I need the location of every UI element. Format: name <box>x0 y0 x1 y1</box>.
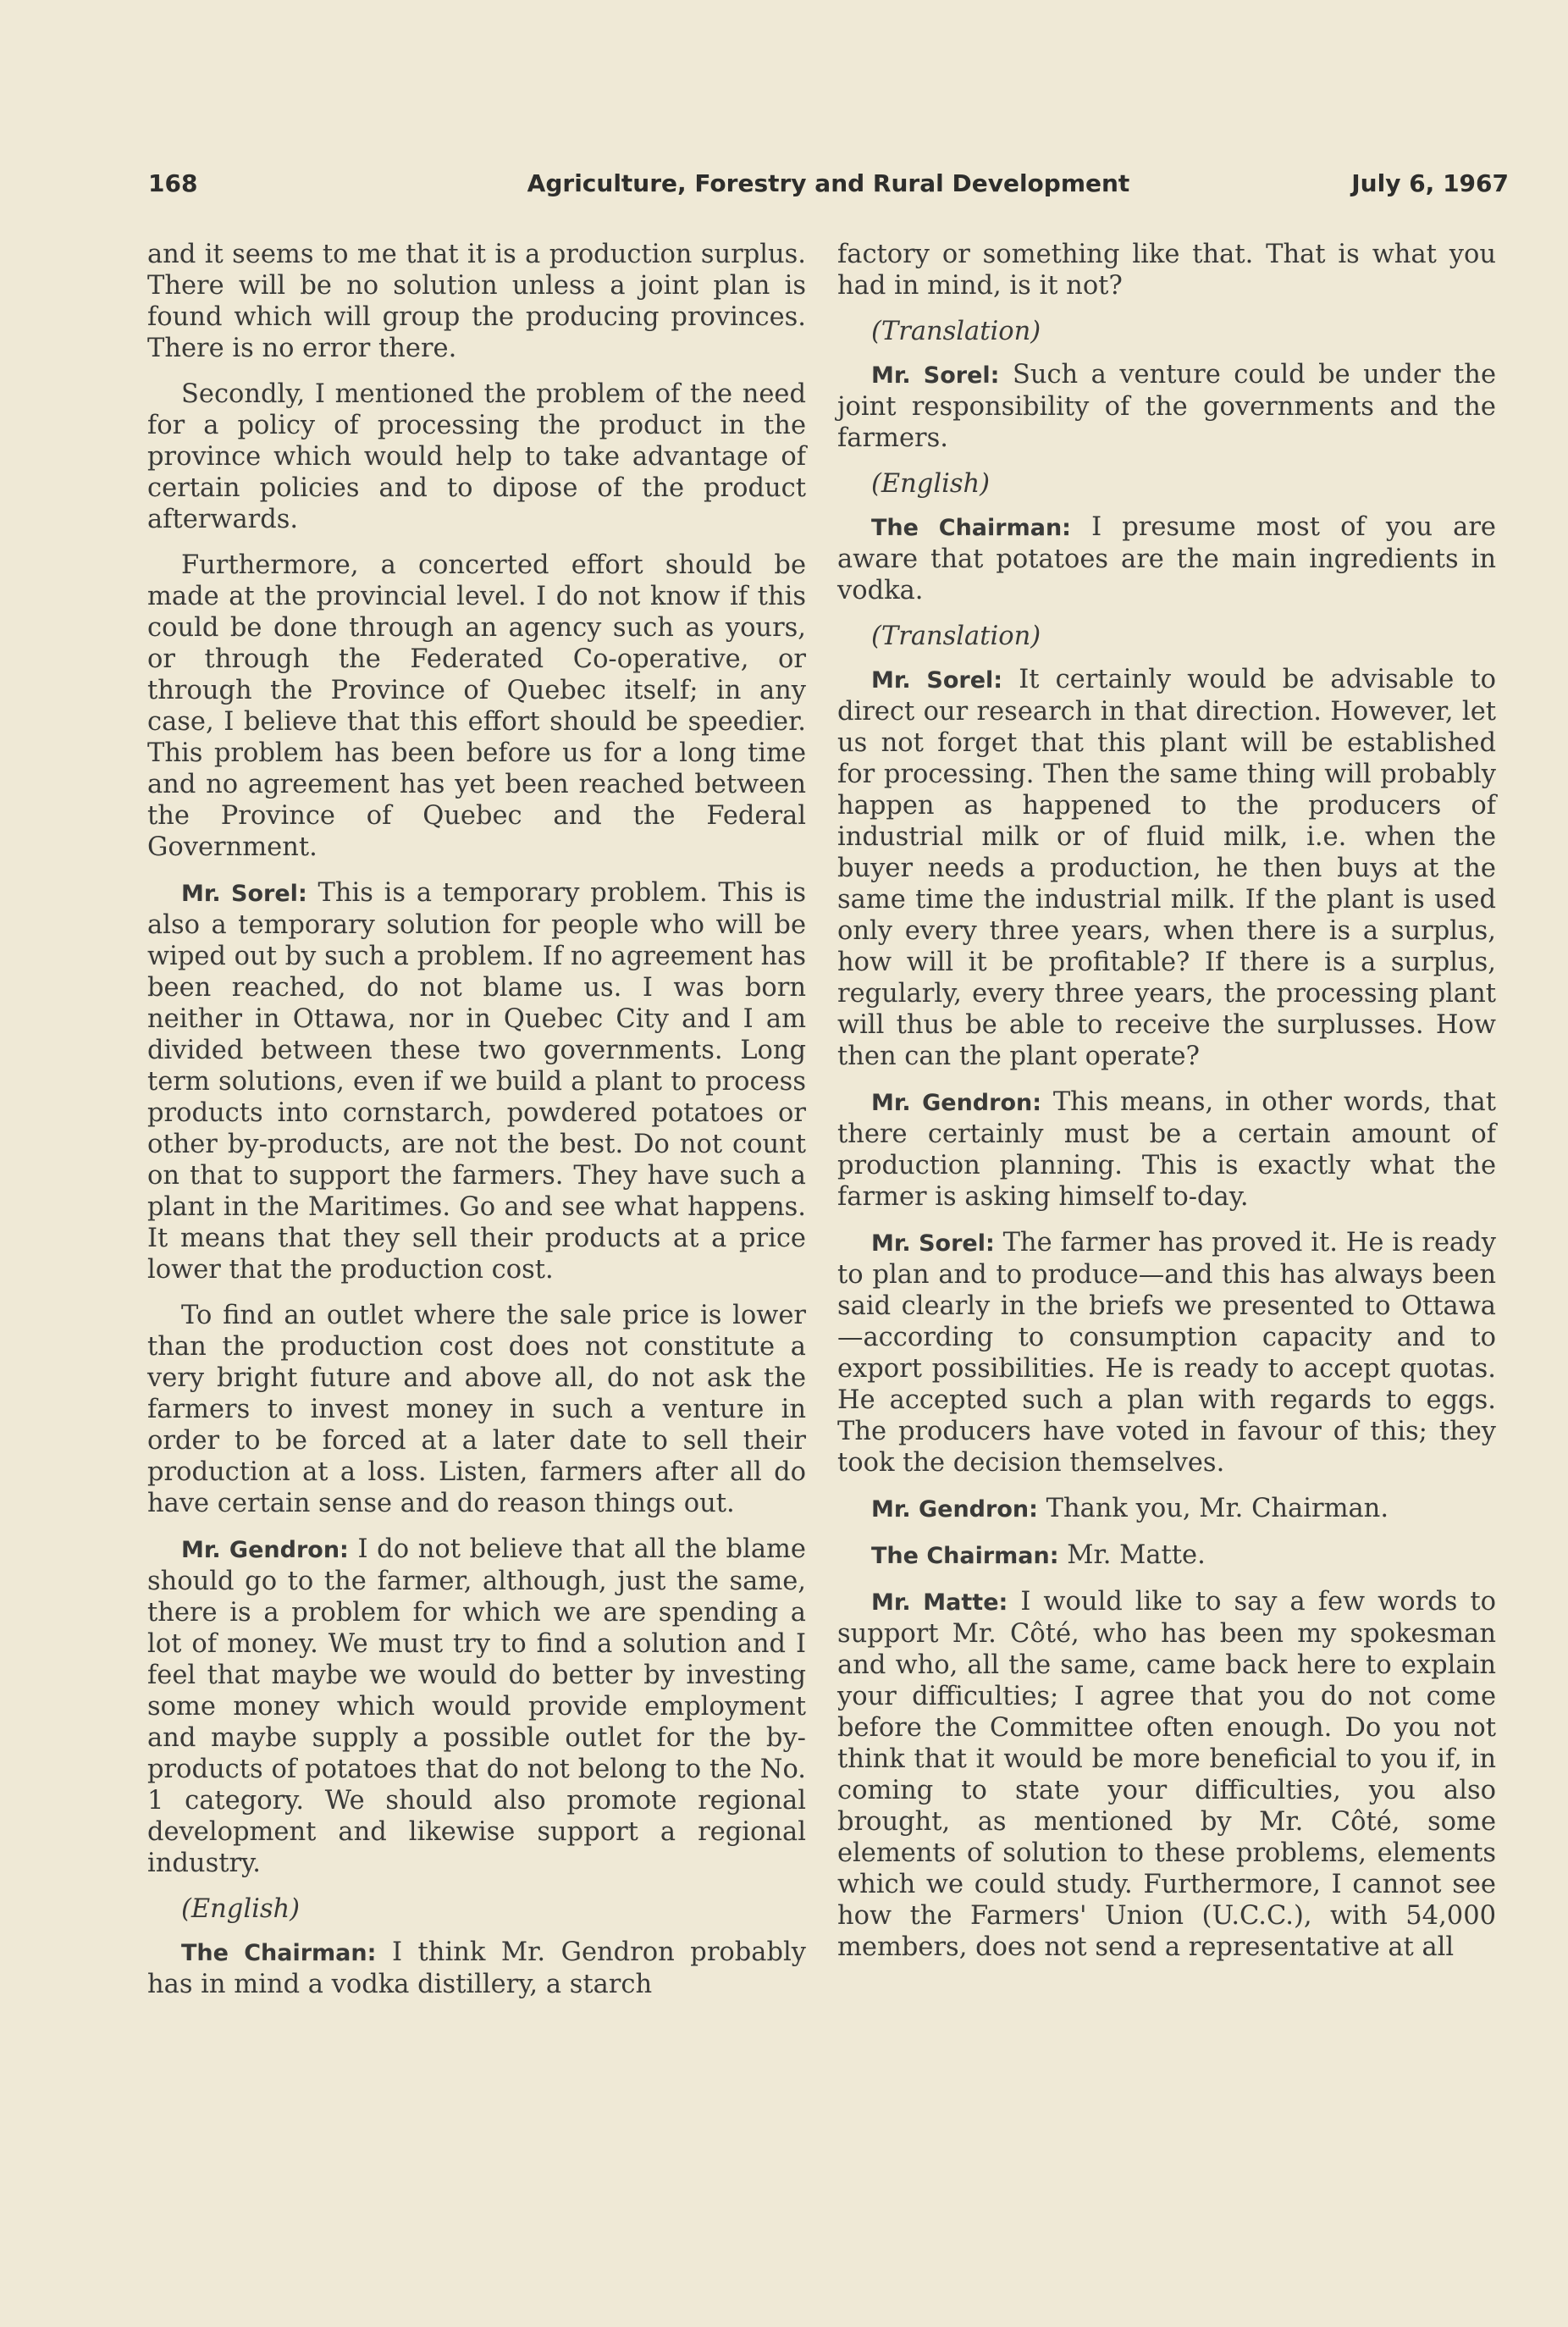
paragraph-text: I think Mr. Gendron probably has in mind a vodka distillery, a starch <box>147 1937 806 1999</box>
paragraph-text: This is a temporary problem. This is also a temporary solution for people who will be wiped out by such a problem. If no agreement has been reached, do not blame us. I was born neither in Ottawa, nor in Quebec City and I am divided between these two governments. Long term solutions, even if we build a plant to process products into cornstarch, powdered potatoes or other by-products, are not the best. Do not count on that to support the farmers. They have such a plant in the Maritimes. Go and see what happens. It means that they sell their products at a price lower that the production cost. <box>147 878 806 1285</box>
language-marker: (Translation) <box>871 317 1041 346</box>
paragraph-text: I presume most of you are aware that potatoes are the main ingredients in vodka. <box>837 512 1496 605</box>
speaker-name: The Chairman: <box>871 515 1071 541</box>
paragraph-text: Secondly, I mentioned the problem of the need for a policy of processing the product in the province which would help to take advantage of certain policies and to dipose of the product afterwards. <box>147 379 806 534</box>
header-date: July 6, 1967 <box>1351 169 1509 197</box>
paragraph-text: To find an outlet where the sale price is lower than the production cost does not constitute a very bright future and above all, do not ask the farmers to invest money in such a venture in order to be forced at a later date to sell their production at a loss. Listen, farmers after all do have certain sense and do reason things out. <box>147 1301 806 1518</box>
paragraph-text: Such a venture could be under the joint responsibility of the governments and the farmers. <box>837 360 1497 453</box>
speaker-name: Mr. Sorel: <box>871 667 1003 694</box>
speaker-paragraph <box>837 1539 1496 1572</box>
paragraph-text: I do not believe that all the blame should go to the farmer, although, just the same, there is a problem for which we are spending a lot of money. We must try to find a solution and I feel that maybe we would do better by investing some money which would provide employment and maybe supply a possible outlet for the by-products of potatoes that do not belong to the No. 1 category. We should also promote regional development and likewise support a regional industry. <box>147 1534 806 1878</box>
running-title: Agriculture, Forestry and Rural Development <box>527 169 1130 197</box>
speaker-name: The Chairman: <box>181 1940 377 1966</box>
speaker-paragraph <box>147 1534 806 1879</box>
paragraph-text: I would like to say a few words to support Mr. Côté, who has been my spokesman and who, all the same, came back here to explain your difficulties; I agree that you do not come before the Committee often enough. Do you not think that it would be more beneficial to you if, in coming to state your difficulties, you also brought, as mentioned by Mr. Côté, some elements of solution to these problems, elements which we could study. Furthermore, I cannot see how the Farmers' Union (U.C.C.), with 54,000 members, does not send a representative at all <box>837 1587 1496 1962</box>
paragraph <box>837 239 1496 301</box>
paragraph-text: This means, in other words, that there certainly must be a certain amount of production planning. This is exactly what the farmer is asking himself to-day. <box>837 1087 1496 1212</box>
paragraph-text: Thank you, Mr. Chairman. <box>1046 1494 1389 1523</box>
page-number: 168 <box>148 169 198 197</box>
language-marker: (English) <box>871 469 991 499</box>
speaker-paragraph <box>837 664 1496 1072</box>
language-marker: (English) <box>181 1894 301 1924</box>
speaker-paragraph <box>147 1937 806 2000</box>
right-column <box>837 239 1496 1977</box>
speaker-paragraph <box>837 359 1496 454</box>
speaker-name: The Chairman: <box>871 1543 1059 1569</box>
speaker-name: Mr. Matte: <box>871 1589 1008 1616</box>
speaker-paragraph <box>147 877 806 1285</box>
page-header <box>148 169 1509 212</box>
paragraph-text: It certainly would be advisable to direct our research in that direction. However, let us not forget that this plant will be established for processing. Then the same thing will probably happen as happened to the producers of industrial milk or of fluid milk, i.e. when the buyer needs a production, he then buys at the same time the industrial milk. If the plant is used only every three years, when there is a surplus, how will it be profitable? If there is a surplus, regularly, every three years, the processing plant will thus be able to receive the surplusses. How then can the plant operate? <box>837 665 1496 1071</box>
paragraph <box>147 550 806 863</box>
speaker-paragraph <box>837 1493 1496 1525</box>
paragraph-text: factory or something like that. That is what you had in mind, is it not? <box>837 240 1496 301</box>
paragraph-text: and it seems to me that it is a production surplus. There will be no solution unless a joint plan is found which will group the producing provinces. There is no error there. <box>147 240 806 363</box>
paragraph <box>147 1300 806 1519</box>
paragraph <box>147 379 806 535</box>
speaker-name: Mr. Gendron: <box>181 1537 349 1563</box>
speaker-paragraph <box>837 1086 1496 1213</box>
paragraph-text: The farmer has proved it. He is ready to plan and to produce—and this has always been said clearly in the briefs we presented to Ottawa—according to consumption capacity and to export possibilities. He is ready to accept quotas. He accepted such a plan with regards to eggs. The producers have voted in favour of this; they took the decision themselves. <box>837 1228 1496 1478</box>
speaker-name: Mr. Gendron: <box>871 1496 1038 1523</box>
speaker-name: Mr. Gendron: <box>871 1090 1042 1116</box>
speaker-name: Mr. Sorel: <box>871 1230 995 1257</box>
language-marker: (Translation) <box>871 622 1041 651</box>
speaker-paragraph <box>837 1227 1496 1479</box>
left-column <box>147 239 806 2015</box>
speaker-name: Mr. Sorel: <box>181 881 307 907</box>
paragraph-text: Furthermore, a concerted effort should be made at the provincial level. I do not know if this could be done through an agency such as yours, or through the Federated Co-operative, or through the Province of Quebec itself; in any case, I believe that this effort should be speedier. This problem has been before us for a long time and no agreement has yet been reached between the Province of Quebec and the Federal Government. <box>147 550 806 862</box>
speaker-paragraph <box>837 511 1496 606</box>
paragraph-text: Mr. Matte. <box>1067 1540 1206 1570</box>
paragraph <box>147 239 806 364</box>
speaker-name: Mr. Sorel: <box>871 362 1000 389</box>
speaker-paragraph <box>837 1586 1496 1963</box>
